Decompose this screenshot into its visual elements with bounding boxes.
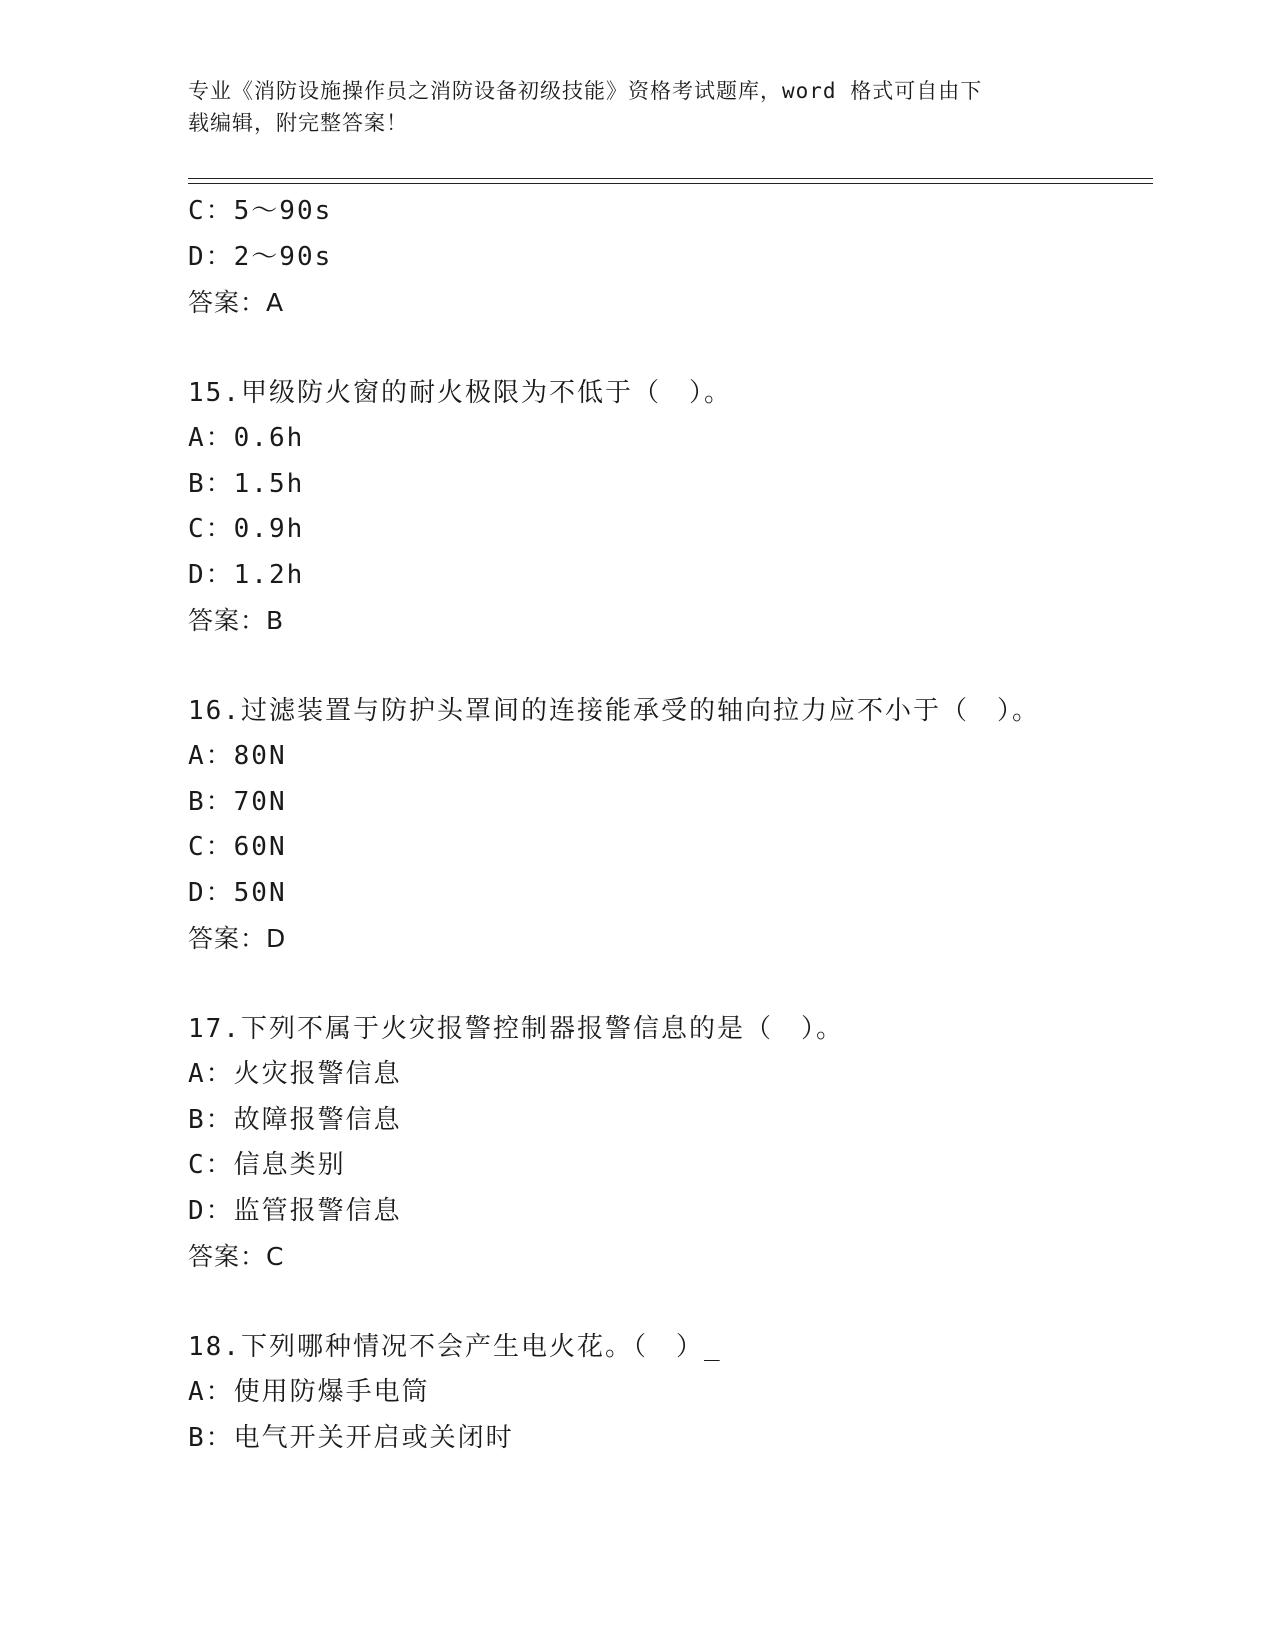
option-b: B：电气开关开启或关闭时 [188,1422,514,1453]
answer-line: 答案：C [188,1242,285,1271]
question-block-16 [188,689,1153,962]
question-block-14 [188,189,1153,326]
question-stem: 15.甲级防火窗的耐火极限为不低于（ ）。 [188,377,732,408]
question-stem: 16.过滤装置与防护头罩间的连接能承受的轴向拉力应不小于（ ）。 [188,695,1040,726]
option-a: A：80N [188,741,287,771]
option-a: A：火灾报警信息 [188,1059,402,1089]
document-body [188,189,1153,1461]
answer-line: 答案：D [188,924,287,953]
answer-line: 答案：A [188,288,285,317]
option-c: C：信息类别 [188,1150,346,1180]
option-d: D：50N [188,877,287,908]
question-block-18 [188,1325,1153,1462]
header-line-2: 载编辑，附完整答案！ [188,111,408,135]
option-c: C：0.9h [188,514,305,544]
option-c: C：60N [188,832,287,862]
header-divider-top [188,178,1153,179]
option-d: D：1.2h [188,559,305,590]
answer-line: 答案：B [188,606,285,635]
question-stem: 18.下列哪种情况不会产生电火花。（ ）_ [188,1331,722,1362]
header-line-1: 专业《消防设施操作员之消防设备初级技能》资格考试题库，word 格式可自由下 [188,79,983,103]
option-c: C：5～90s [188,196,333,226]
option-b: B：故障报警信息 [188,1104,402,1135]
option-b: B：1.5h [188,468,305,499]
option-b: B：70N [188,786,287,817]
document-header [188,75,1068,139]
option-d: D：2～90s [188,241,333,272]
header-divider-bottom [188,183,1153,184]
question-block-17 [188,1007,1153,1280]
option-a: A：使用防爆手电筒 [188,1377,430,1407]
question-block-15 [188,371,1153,644]
option-a: A：0.6h [188,423,305,453]
option-d: D：监管报警信息 [188,1195,402,1226]
question-stem: 17.下列不属于火灾报警控制器报警信息的是（ ）。 [188,1013,844,1044]
